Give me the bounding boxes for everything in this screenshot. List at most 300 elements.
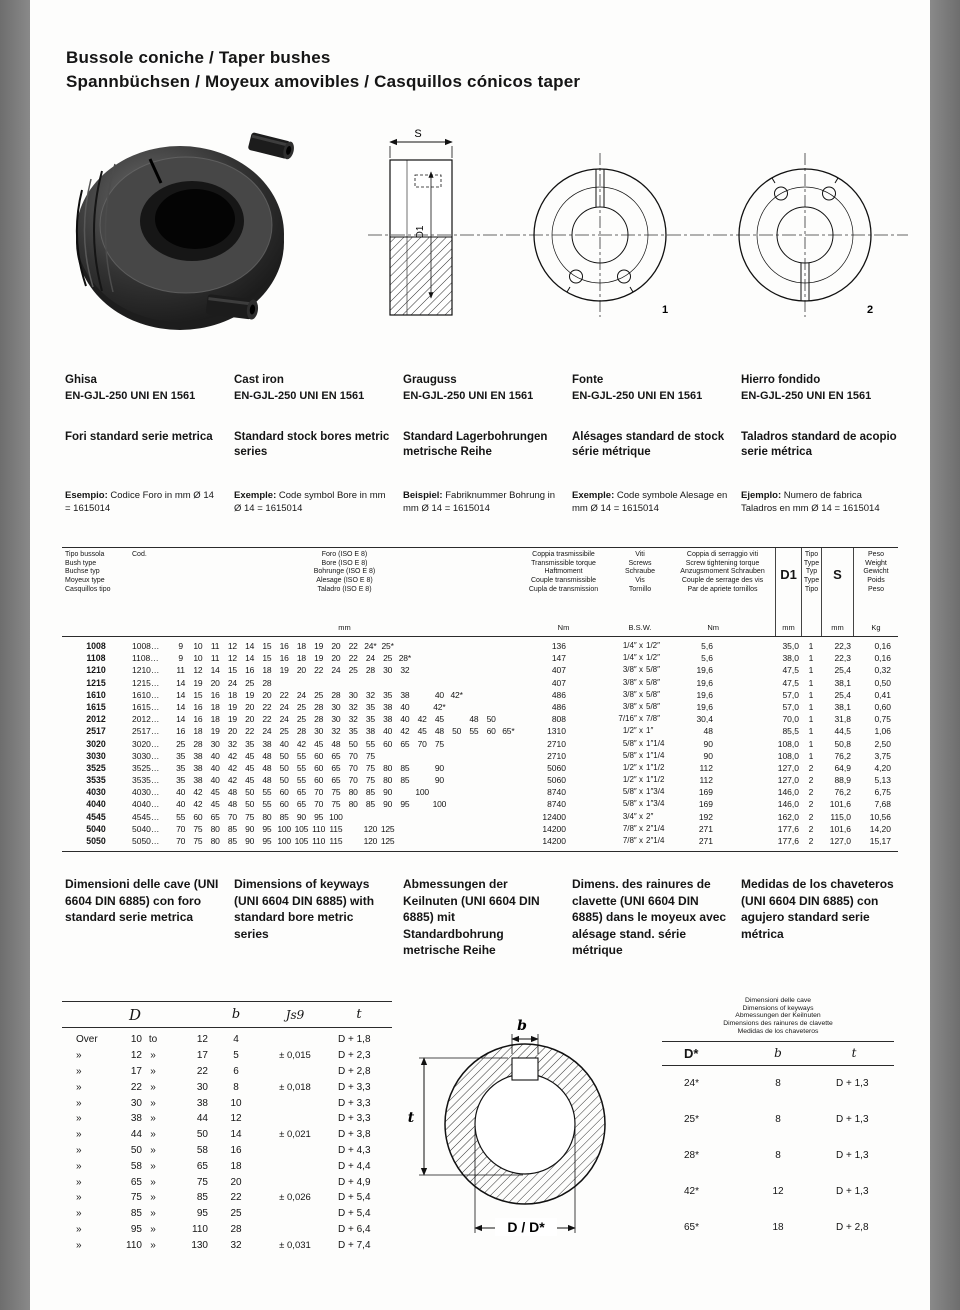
bore-list	[172, 762, 517, 774]
tipo-value: 1	[808, 677, 814, 688]
materials-row	[65, 372, 905, 404]
tightening-torque: 169	[698, 787, 713, 798]
stack-line: Foro (ISO E 8)	[321, 551, 368, 558]
bush-code: 3535…	[132, 775, 160, 786]
bore-value: 25	[348, 665, 358, 676]
bore-value: 42	[400, 726, 410, 737]
torque-value: 136	[551, 641, 566, 651]
stack-line: Tornillo	[628, 585, 652, 593]
bore-value: 60	[486, 726, 496, 737]
screw-size-a: 3/8″ x	[622, 677, 643, 687]
bush-type: 4040	[86, 799, 106, 810]
keyway-tolerance: ± 0,018	[279, 1081, 311, 1093]
bore-value: 70	[314, 787, 324, 798]
material-spec: EN-GJL-250 UNI EN 1561	[65, 390, 196, 402]
bore-value: 48	[262, 762, 272, 773]
bore-value: 40	[176, 799, 186, 810]
tightening-torque: 48	[703, 726, 713, 737]
bore-value: 40	[400, 701, 410, 712]
range-separator: »	[150, 1113, 156, 1125]
torque-value: 808	[551, 714, 566, 725]
screw-size	[610, 664, 670, 676]
keyway-header-d: D	[128, 1005, 142, 1024]
s-value: 22,3	[834, 653, 851, 664]
bore-value: 18	[296, 653, 306, 664]
range-to: 75	[196, 1176, 208, 1188]
bore-value: 20	[262, 689, 272, 700]
bore-value: 65*	[502, 726, 515, 737]
keyway-depth: D + 5,4	[338, 1208, 371, 1220]
material-col-de	[403, 372, 559, 404]
table-row	[62, 798, 898, 810]
range-to: 22	[196, 1065, 208, 1077]
s-value: 76,2	[834, 750, 851, 761]
screw-size-b: 1″	[646, 726, 654, 736]
torque-value: 1310	[547, 726, 566, 737]
bore-value: 19	[210, 726, 220, 737]
material-spec: EN-GJL-250 UNI EN 1561	[403, 390, 534, 402]
range-to: 38	[196, 1097, 208, 1109]
bore-value: 15	[227, 665, 237, 676]
bore-value: 28	[365, 665, 375, 676]
bore-list	[172, 750, 517, 762]
bore-value: 90	[383, 799, 393, 810]
bore-value: 35	[245, 738, 255, 749]
screw-size-a: 7/16″ x	[618, 714, 643, 724]
keyway-width: 4	[233, 1034, 239, 1046]
bore-value: 80	[262, 811, 272, 822]
screw-size-b: 2″1/4	[646, 836, 665, 845]
stack-line: Haftmoment	[544, 568, 583, 576]
bore-value: 60	[193, 811, 203, 822]
keyway-width: 6	[233, 1065, 239, 1077]
col-header-torque: Coppia trasmissibile Transmissible torque Haftmoment Couple transmissible Cupla de transmission Nm	[517, 548, 610, 636]
bore-value: 9	[178, 641, 183, 651]
bore-value: 25	[296, 701, 306, 712]
bore-value: 80	[348, 799, 358, 810]
range-separator: »	[150, 1208, 156, 1220]
drawings-svg	[30, 120, 930, 352]
bore-value: 48	[469, 714, 479, 725]
bore-value: 35	[365, 701, 375, 712]
range-to: 58	[196, 1144, 208, 1156]
table-row	[62, 640, 898, 652]
keyway-row	[62, 1095, 392, 1111]
bore-value: 28	[262, 677, 272, 688]
keyway-intro-es: Medidas de los chaveteros (UNI 6604 DIN 6885) con agujero standard serie métrica	[741, 877, 894, 941]
example-label: Ejemplo:	[741, 490, 782, 501]
tipo-value: 1	[808, 701, 814, 712]
taper-bush-photo	[76, 132, 296, 330]
bore-value: 48	[227, 799, 237, 810]
bore-value: 24	[279, 714, 289, 725]
material-name: Cast iron	[234, 374, 284, 386]
bores-intro-title: Standard stock bores metric series	[234, 431, 390, 458]
bush-code: 4545…	[132, 811, 160, 822]
table-row	[62, 750, 898, 762]
s-value: 127,0	[829, 836, 851, 846]
tipo-value: 1	[808, 750, 814, 761]
bore-list	[172, 835, 517, 847]
stack-line: Tipo	[804, 551, 819, 558]
bore-value: 55	[365, 738, 375, 749]
bore-value: 19	[279, 665, 289, 676]
star-bore: 65*	[684, 1222, 700, 1234]
bush-code: 2012…	[132, 714, 160, 725]
star-width: 8	[775, 1078, 781, 1090]
material-col-it	[65, 372, 221, 404]
bore-value: 24	[365, 653, 375, 664]
bore-value: 50	[348, 738, 358, 749]
stack-line: Viti	[635, 551, 645, 558]
range-prefix: »	[76, 1223, 82, 1235]
bush-type: 3525	[86, 762, 106, 773]
bore-value: 60	[279, 799, 289, 810]
bore-value: 70	[227, 811, 237, 822]
s-value: 25,4	[834, 689, 851, 700]
range-prefix: »	[76, 1097, 82, 1109]
bore-value: 30	[331, 701, 341, 712]
bore-value: 16	[193, 714, 203, 725]
bore-value: 16	[176, 726, 186, 737]
d1-value: 146,0	[777, 787, 799, 798]
range-from: 22	[130, 1081, 142, 1093]
torque-value: 2710	[547, 738, 566, 749]
torque-value: 8740	[547, 787, 566, 798]
bore-value: 30	[331, 714, 341, 725]
bore-value: 120	[363, 823, 378, 834]
bore-value: 45	[417, 726, 427, 737]
keyway-depth: D + 6,4	[338, 1223, 371, 1235]
d1-value: 127,0	[777, 775, 799, 786]
weight-value: 0,50	[874, 677, 891, 688]
table-row	[62, 664, 898, 676]
bore-value: 75	[331, 787, 341, 798]
bore-value: 50	[452, 726, 462, 737]
bore-value: 55	[469, 726, 479, 737]
tightening-torque: 5,6	[701, 641, 713, 651]
keyway-row	[62, 1174, 392, 1190]
s-value: 101,6	[829, 799, 851, 810]
screw-size-a: 1/2″ x	[622, 762, 643, 772]
bore-value: 95	[262, 823, 272, 834]
weight-value: 4,20	[874, 762, 891, 773]
stack-line: Vis	[635, 577, 645, 585]
bore-value: 19	[314, 641, 324, 651]
dim-b-label: b	[517, 1018, 527, 1034]
material-name: Ghisa	[65, 374, 97, 386]
bore-value: 100	[277, 823, 291, 834]
bore-value: 50	[245, 799, 255, 810]
col-header-weight: Peso Weight Gewicht Poids Peso Kg	[853, 548, 898, 636]
keyway-star-row	[662, 1210, 894, 1246]
page-title-line1: Bussole coniche / Taper bushes	[66, 48, 331, 67]
bore-value: 35	[383, 689, 393, 700]
keyway-width: 10	[230, 1097, 242, 1109]
bush-code: 3020…	[132, 738, 160, 749]
keyway-width: 20	[230, 1176, 242, 1188]
screw-size	[610, 652, 670, 664]
range-separator: »	[150, 1081, 156, 1093]
bore-value: 28	[314, 714, 324, 725]
torque-value: 5060	[547, 775, 566, 786]
stack-line: Tipo bussola	[65, 551, 105, 558]
bores-intro-title: Standard Lagerbohrungen metrische Reihe	[403, 431, 548, 458]
screw-size-a: 5/8″ x	[622, 787, 643, 797]
material-col-es	[741, 372, 897, 404]
range-from: 17	[130, 1065, 142, 1077]
d1-value: 57,0	[782, 689, 799, 700]
tightening-torque: 30,4	[696, 714, 713, 725]
bore-value: 28*	[398, 653, 411, 664]
bore-value: 22	[245, 726, 255, 737]
bore-value: 50	[245, 787, 255, 798]
screw-size-b: 2″	[646, 811, 654, 821]
bush-code: 4030…	[132, 787, 160, 798]
weight-value: 10,56	[869, 811, 891, 822]
bore-value: 70	[314, 799, 324, 810]
tipo-value: 2	[808, 762, 814, 773]
keyway-row	[62, 1206, 392, 1222]
range-to: 85	[196, 1192, 208, 1204]
d1-value: 177,6	[777, 823, 799, 834]
bore-value: 48	[262, 775, 272, 786]
stack-line: Bush type	[65, 559, 97, 567]
screw-size-a: 7/8″ x	[622, 823, 643, 833]
bore-value: 22	[279, 689, 289, 700]
stack-line: Transmissible torque	[531, 559, 596, 567]
screw-size	[610, 774, 670, 786]
page-title-line2: Spannbüchsen / Moyeux amovibles / Casquillos cónicos taper	[66, 72, 581, 91]
range-separator: »	[150, 1176, 156, 1188]
tipo-value: 1	[808, 726, 814, 737]
star-bore: 24*	[684, 1078, 700, 1090]
tipo-value: 2	[808, 811, 814, 822]
bore-value: 110	[312, 836, 326, 846]
keyway-star-table	[662, 997, 894, 1246]
bores-intro-es	[741, 430, 897, 515]
bore-value: 18	[193, 726, 203, 737]
bush-code: 1108…	[132, 653, 159, 664]
bores-intro-example	[741, 489, 897, 515]
bore-value: 85	[227, 836, 237, 846]
tightening-torque: 19,6	[696, 689, 713, 700]
bush-type: 5040	[86, 823, 106, 834]
screw-size	[610, 689, 670, 701]
s-value: 38,1	[834, 677, 851, 688]
keyway-tolerance: ± 0,015	[279, 1050, 311, 1062]
bore-value: 75	[434, 738, 444, 749]
screw-size-b: 5/8″	[646, 689, 660, 699]
bore-value: 55	[176, 811, 186, 822]
screw-size	[610, 713, 670, 725]
keyway-depth: D + 4,4	[338, 1160, 371, 1172]
stack-line: Buchse typ	[65, 568, 100, 576]
bores-intro-it	[65, 430, 221, 515]
bore-value: 85	[279, 811, 289, 822]
torque-value: 14200	[542, 823, 566, 834]
keyway-header-b: b	[231, 1007, 241, 1022]
bore-value: 90	[245, 823, 255, 834]
star-width: 8	[775, 1114, 781, 1126]
screw-size	[610, 677, 670, 689]
bore-value: 55	[296, 750, 306, 761]
range-to: 50	[196, 1129, 208, 1141]
range-prefix: Over	[76, 1034, 98, 1046]
screw-size	[610, 640, 670, 652]
s-value: 44,5	[834, 726, 851, 737]
screw-size	[610, 835, 670, 847]
screw-size-b: 5/8″	[646, 677, 660, 687]
torque-value: 8740	[547, 799, 566, 810]
bore-list	[172, 786, 517, 798]
bush-table	[62, 547, 898, 852]
weight-value: 0,32	[874, 665, 891, 676]
bore-value: 32	[400, 665, 410, 676]
range-prefix: »	[76, 1050, 82, 1062]
bore-value: 90	[434, 775, 444, 786]
tipo-value: 2	[808, 823, 814, 834]
bore-value: 38	[193, 762, 203, 773]
bush-type: 4545	[86, 811, 106, 822]
keyway-header-js9: Js9	[285, 1007, 305, 1022]
bore-value: 90	[434, 762, 444, 773]
screw-size-a: 5/8″ x	[622, 738, 643, 748]
bore-value: 24*	[364, 641, 377, 651]
stack-line: Casquillos tipo	[65, 585, 111, 593]
bore-value: 85	[365, 799, 375, 810]
bore-value: 55	[262, 787, 272, 798]
bore-list	[172, 738, 517, 750]
bore-list	[172, 725, 517, 737]
keyway-star-row	[662, 1066, 894, 1102]
bore-value	[345, 823, 362, 835]
bore-value: 65	[400, 738, 410, 749]
stack-line: Couple de serrage des vis	[681, 577, 764, 585]
range-prefix: »	[76, 1176, 82, 1188]
bore-value: 42	[227, 762, 237, 773]
dim-dd-label: D / D*	[507, 1219, 545, 1235]
bore-value: 14	[176, 677, 186, 688]
bore-value: 60	[314, 775, 324, 786]
weight-value: 5,13	[874, 775, 891, 786]
bore-value: 125	[380, 823, 395, 834]
range-from: 12	[130, 1050, 142, 1062]
star-depth: D + 1,3	[836, 1114, 869, 1126]
bore-value: 15	[262, 653, 272, 664]
range-to: 95	[196, 1208, 208, 1220]
bore-value: 25	[296, 714, 306, 725]
bush-type: 1008	[86, 641, 106, 651]
screw-size-b: 5/8″	[646, 701, 660, 711]
screw-size	[610, 701, 670, 713]
keyway-depth: D + 3,8	[338, 1129, 371, 1141]
s-value: 88,9	[834, 775, 851, 786]
material-col-en	[234, 372, 390, 404]
star-depth: D + 1,3	[836, 1150, 869, 1162]
bush-type: 1610	[86, 689, 106, 700]
bore-value: 35	[365, 714, 375, 725]
bore-value: 32	[227, 738, 237, 749]
bores-intro-title: Taladros standard de acopio serie métrica	[741, 431, 897, 458]
star-width: 8	[775, 1150, 781, 1162]
bores-intro-title: Alésages standard de stock série métrique	[572, 431, 725, 458]
bush-code: 2517…	[132, 726, 160, 737]
range-separator: »	[150, 1050, 156, 1062]
bore-value: 70	[176, 836, 186, 846]
screw-size-b: 2″1/4	[646, 823, 665, 833]
keyway-width: 14	[230, 1129, 242, 1141]
tipo-value: 2	[808, 775, 814, 786]
keyway-row	[62, 1111, 392, 1127]
screw-size	[610, 738, 670, 750]
d1-value: 177,6	[777, 836, 799, 846]
torque-value: 5060	[547, 762, 566, 773]
keyway-width: 22	[230, 1192, 242, 1204]
keyway-row	[62, 1048, 392, 1064]
bore-value	[345, 835, 362, 847]
tipo-value: 2	[808, 836, 814, 846]
stack-line: Anzugsmoment Schrauben	[680, 568, 765, 576]
range-from: 10	[130, 1034, 142, 1046]
bore-value: 42	[193, 799, 203, 810]
bore-value: 70	[348, 762, 358, 773]
screw-size-b: 1″1/2	[646, 775, 665, 785]
screw-size-a: 1/4″ x	[622, 653, 643, 663]
bore-value: 42	[296, 738, 306, 749]
bores-intro-row	[65, 430, 905, 515]
bore-value: 14	[176, 701, 186, 712]
keyway-depth: D + 5,4	[338, 1192, 371, 1204]
weight-value: 2,50	[874, 738, 891, 749]
bush-code: 1008…	[132, 641, 160, 651]
tightening-torque: 90	[703, 738, 713, 749]
bore-value: 60	[314, 750, 324, 761]
col-header-bore: Foro (ISO E 8) Bore (ISO E 8) Bohrunge (ISO E 8) Alesage (ISO E 8) Taladro (ISO E 8) mm	[172, 548, 517, 636]
screw-size	[610, 811, 670, 823]
star-header-t: t	[851, 1046, 857, 1061]
d1-value: 108,0	[777, 738, 799, 749]
tipo-value: 2	[808, 787, 814, 798]
weight-value: 0,16	[874, 641, 891, 651]
keyway-table-header	[62, 1001, 392, 1028]
s-value: 64,9	[834, 762, 851, 773]
bore-list	[172, 640, 517, 652]
torque-value: 407	[551, 665, 566, 676]
bore-value: 35	[176, 750, 186, 761]
bore-value: 12	[193, 665, 203, 676]
range-prefix: »	[76, 1144, 82, 1156]
bore-value: 18	[296, 641, 306, 651]
material-name: Fonte	[572, 374, 604, 386]
weight-value: 15,17	[869, 836, 891, 846]
torque-value: 12400	[542, 811, 566, 822]
range-separator: »	[150, 1129, 156, 1141]
bore-value: 15	[262, 641, 272, 651]
stack-line: Bohrunge (ISO E 8)	[313, 568, 376, 576]
stack-line: Poids	[867, 577, 885, 585]
bore-value: 25	[383, 653, 393, 664]
star-depth: D + 2,8	[836, 1222, 869, 1234]
bores-intro-fr	[572, 430, 728, 515]
bore-value: 28	[296, 726, 306, 737]
keyway-width: 32	[230, 1239, 242, 1251]
screw-size-b: 1″1/4	[646, 750, 665, 760]
right-border-bar	[930, 0, 960, 1310]
col-header-d1: D1 mm	[775, 548, 801, 636]
keyway-star-row	[662, 1174, 894, 1210]
bore-value: 60	[383, 738, 393, 749]
